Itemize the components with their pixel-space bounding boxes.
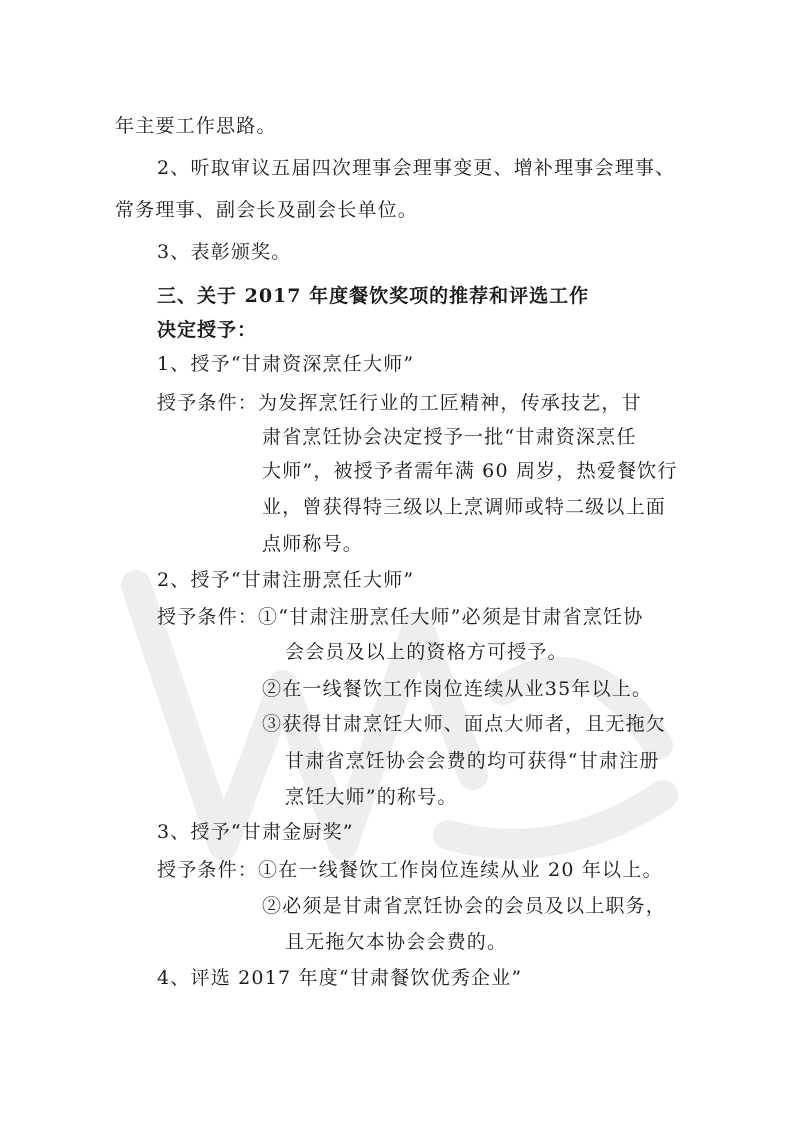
text-line-2: 2、听取审议五届四次理事会理事变更、增补理事会理事、 <box>157 157 676 179</box>
item-3-condition-2: ②必须是甘肃省烹饪协会的会员及以上职务， <box>262 895 667 917</box>
item-1-condition-cont-2: 大师”，被授予者需年满 60 周岁，热爱餐饮行 <box>262 460 678 482</box>
item-2-title: 2、授予“甘肃注册烹任大师” <box>157 569 415 591</box>
item-1-condition-cont-1: 肃省烹饪协会决定授予一批“甘肃资深烹任 <box>262 426 637 448</box>
item-4-title: 4、评选 2017 年度“甘肃餐饮优秀企业” <box>157 967 523 989</box>
item-2-condition-3-cont-1: 甘肃省烹饪协会会费的均可获得“甘肃注册 <box>285 750 660 772</box>
item-3-condition-2-cont: 且无拖欠本协会会费的。 <box>285 931 508 953</box>
item-2-condition-1-cont: 会会员及以上的资格方可授予。 <box>285 641 568 663</box>
text-line-4: 3、表彰颁奖。 <box>157 241 292 263</box>
item-1-title: 1、授予“甘肃资深烹任大师” <box>157 353 415 375</box>
item-2-condition-2: ②在一线餐饮工作岗位连续从业35年以上。 <box>262 678 653 700</box>
section-subheading: 决定授予： <box>157 319 258 341</box>
item-1-condition-cont-4: 点师称号。 <box>262 533 364 555</box>
text-line-1: 年主要工作思路。 <box>115 115 277 137</box>
section-heading: 三、关于 2017 年度餐饮奖项的推荐和评选工作 <box>157 285 590 307</box>
text-line-3: 常务理事、副会长及副会长单位。 <box>115 199 419 221</box>
item-2-condition-3-cont-2: 烹饪大师”的称号。 <box>285 786 458 808</box>
item-2-condition-1: 授予条件：①“甘肃注册烹任大师”必须是甘肃省烹饪协 <box>157 606 644 628</box>
item-3-condition-1: 授予条件：①在一线餐饮工作岗位连续从业 20 年以上。 <box>157 859 663 881</box>
item-2-condition-3: ③获得甘肃烹饪大师、面点大师者，且无拖欠 <box>262 713 667 735</box>
item-1-condition: 授予条件：为发挥烹饪行业的工匠精神，传承技艺，甘 <box>157 392 642 414</box>
item-3-title: 3、授予“甘肃金厨奖” <box>157 821 354 843</box>
item-1-condition-cont-3: 业，曾获得特三级以上烹调师或特二级以上面 <box>262 496 667 518</box>
